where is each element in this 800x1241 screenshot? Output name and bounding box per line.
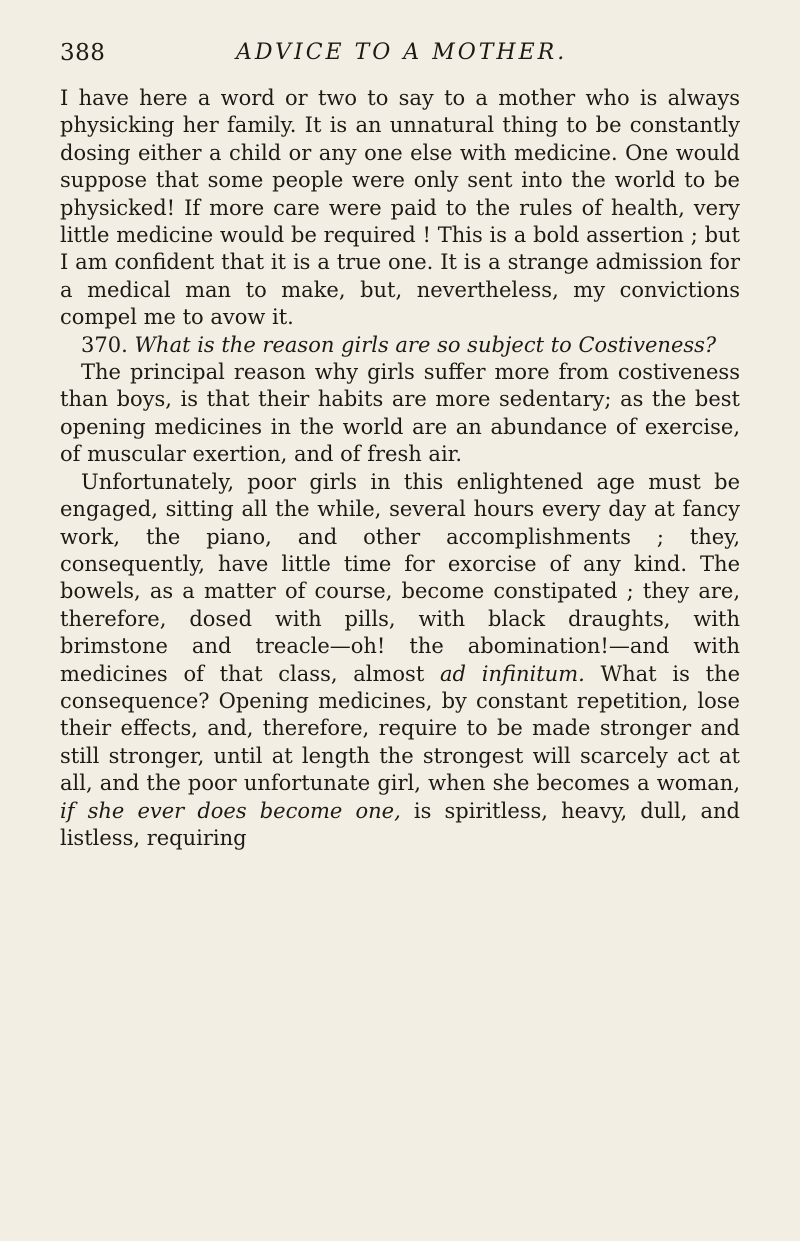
- paragraph-unfortunately: [60, 469, 740, 853]
- question-heading: [60, 332, 740, 359]
- paragraph-text: is spiritless, heavy, dull, and listless, requiring: [60, 798, 740, 850]
- page-header: [60, 40, 740, 74]
- paragraph-principal-reason: The principal reason why girls suffer more from costiveness than boys, is that their habits are more sedentary; as the best opening medicines in the world are an abundance of exercise, of muscular exertion, and of fresh air.: [60, 360, 740, 467]
- question-number: 370.: [81, 332, 128, 357]
- italic-phrase: ad infinitum.: [440, 661, 585, 686]
- page-number: 388: [60, 40, 106, 66]
- running-head: ADVICE TO A MOTHER.: [236, 40, 568, 65]
- italic-phrase: if she ever does become one,: [60, 798, 401, 823]
- paragraph-physicking: I have here a word or two to say to a mother who is always physicking her family. It is an unnatural thing to be constantly dosing either a child or any one else with medicine. One would suppose that some people were only sent into the world to be physicked! If more care were paid to the rules of health, very little medicine would be required ! This is a bold assertion ; but I am confident that it is a true one. It is a strange admission for a medical man to make, but, nevertheless, my convictions compel me to avow it.: [60, 86, 740, 330]
- body-text: [60, 85, 740, 852]
- paragraph-text: What is the consequence? Opening medicines, by constant repetition, lose their effects, and, therefore, require to be made stronger and still stronger, until at length the strongest will scarcely act at all, and the poor unfortunate girl, when she becomes a woman,: [60, 661, 740, 796]
- question-text: What is the reason girls are so subject to Costiveness?: [134, 332, 717, 357]
- paragraph-text: Unfortunately, poor girls in this enlightened age must be engaged, sitting all the while, several hours every day at fancy work, the piano, and other accomplishments ; they, consequently, have little time for exorcise of any kind. The bowels, as a matter of course, become constipated ; they are, therefore, dosed with pills, with black draughts, with brimstone and treacle—oh! the abomination!—and with medicines of that class, almost: [60, 469, 740, 686]
